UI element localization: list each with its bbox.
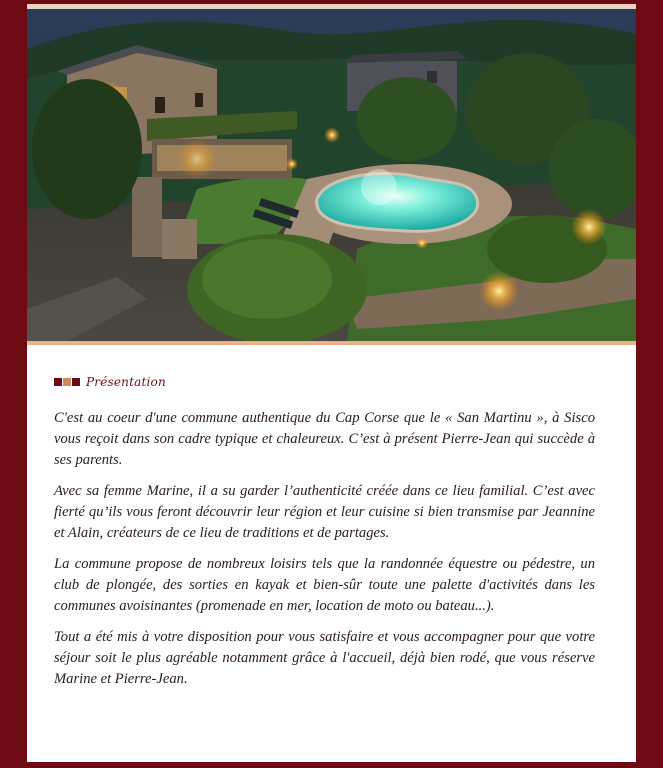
section-title: Présentation [86, 375, 166, 389]
paragraph-4: Tout a été mis à votre disposition pour vous satisfaire et vous accompagner pour que votre séjour soit le plus agréable notamment grâce à l'accueil, déjà bien rodé, que vous réserve Marine et Pierre-Jean. [54, 629, 595, 687]
presentation-text [54, 408, 595, 700]
heading-squares-icon [54, 378, 80, 386]
photo-border [27, 341, 636, 345]
paragraph-3: La commune propose de nombreux loisirs tels que la randonnée équestre ou pédestre, un club de plongée, des sorties en kayak et bien-sûr toute une palette d'activités dans les communes avoisinantes (promenade en mer, location de moto ou bateau...). [54, 556, 595, 614]
page-sheet [27, 4, 636, 762]
section-heading [54, 374, 166, 390]
hero-photo [27, 9, 636, 341]
paragraph-2: Avec sa femme Marine, il a su garder l’authenticité créée dans ce lieu familial. C’est avec fierté qu’ils vous feront découvrir leur région et leur cuisine si bien transmise par Jeannine et Alain, créateurs de ce lieu de traditions et de partages. [54, 483, 595, 541]
paragraph-1: C'est au coeur d'une commune authentique du Cap Corse que le « San Martinu », à Sisco vous reçoit dans son cadre typique et chaleureux. C’est à présent Pierre-Jean qui succède à ses parents. [54, 410, 595, 468]
